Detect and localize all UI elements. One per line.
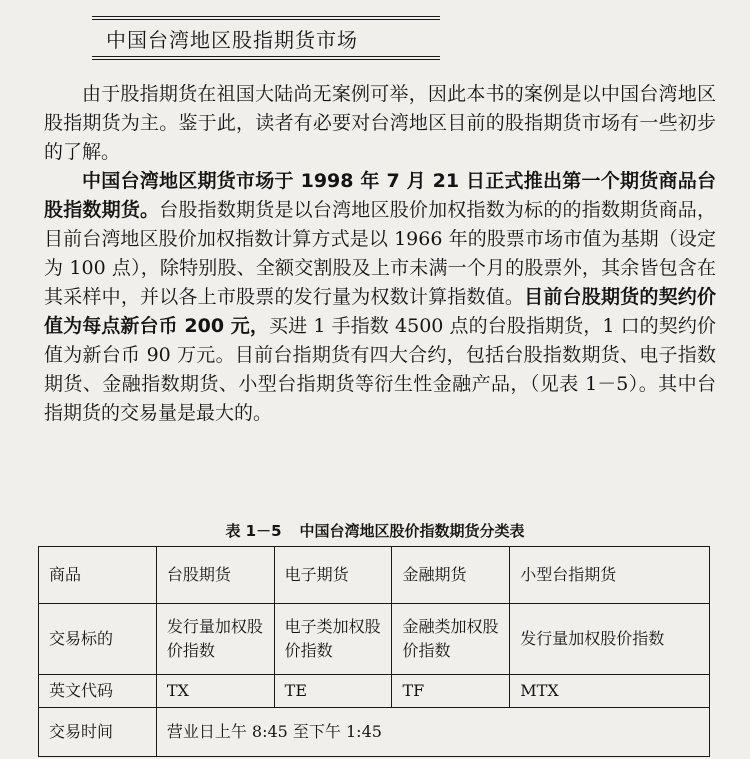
table-header-cell: 金融期货 (392, 547, 510, 604)
section-title: 中国台湾地区股指期货市场 (106, 28, 358, 52)
table-row (39, 675, 710, 708)
table-cell: TF (392, 675, 510, 708)
table-header-cell: 台股期货 (156, 547, 274, 604)
bold-contract-value: 目前台股期货的契约价值为每点新台币 200 元， (44, 286, 716, 337)
table-caption-title: 中国台湾地区股价指数期货分类表 (299, 522, 525, 540)
section-header (92, 16, 440, 60)
table-cell: 发行量加权股价指数 (156, 604, 274, 675)
table-header-row (39, 547, 710, 604)
table-header-cell: 小型台指期货 (510, 547, 710, 604)
table-caption-number: 表 1－5 (225, 522, 282, 540)
table-cell: 英文代码 (39, 675, 157, 708)
table-cell: TE (274, 675, 392, 708)
table-cell: 营业日上午 8:45 至下午 1:45 (156, 708, 709, 757)
contract-description: 买进 1 手指数 4500 点的台股指期货，1 口的契约价值为新台币 90 万元。目前台指期货有四大合约，包括台股指数期货、电子指数期货、金融指数期货、小型台指期货等衍生性金融产品，（见表 1－5）。其中台指期货的交易量是最大的。 (44, 315, 716, 424)
index-description: 台股指数期货是以台湾地区股价加权指数为标的的指数期货商品，目前台湾地区股价加权指数计算方式是以 1966 年的股票市场市值为基期（设定为 100 点），除特别股、全额交割股及上市未满一个月的股票外，其余皆包含在其采样中，并以各上市股票的发行量为权数计算指数值。 (44, 199, 716, 308)
table-cell: 金融类加权股价指数 (392, 604, 510, 675)
table-cell: 交易时间 (39, 708, 157, 757)
table-caption (0, 520, 750, 541)
paragraph-market (44, 167, 716, 428)
table-cell: 发行量加权股价指数 (510, 604, 710, 675)
table-cell: MTX (510, 675, 710, 708)
table-header-cell: 电子期货 (274, 547, 392, 604)
bold-launch-statement: 中国台湾地区期货市场于 1998 年 7 月 21 日正式推出第一个期货商品台股指数期货。 (44, 170, 716, 221)
table-cell: TX (156, 675, 274, 708)
futures-classification-table (38, 546, 710, 757)
table-row (39, 708, 710, 757)
table-cell: 电子类加权股价指数 (274, 604, 392, 675)
body-text (44, 80, 716, 428)
table-cell: 交易标的 (39, 604, 157, 675)
table-header-cell: 商品 (39, 547, 157, 604)
paragraph-intro: 由于股指期货在祖国大陆尚无案例可举，因此本书的案例是以中国台湾地区股指期货为主。鉴于此，读者有必要对台湾地区目前的股指期货市场有一些初步的了解。 (44, 83, 716, 163)
table-row (39, 604, 710, 675)
